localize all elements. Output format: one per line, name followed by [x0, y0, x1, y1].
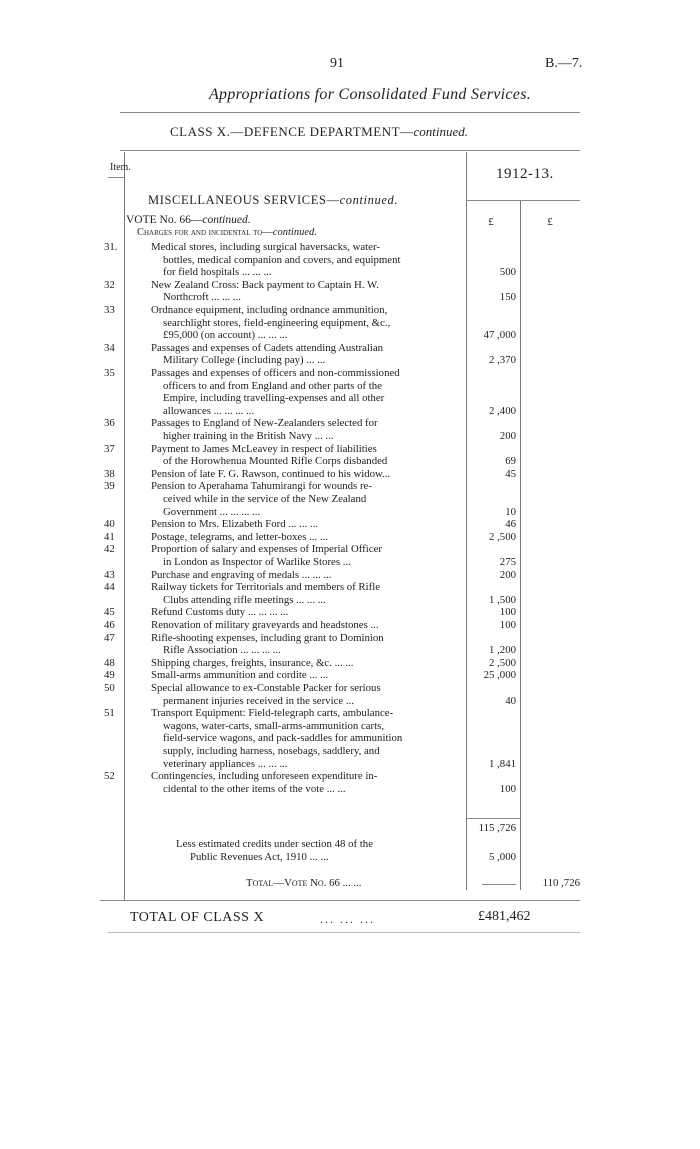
running-title: Appropriations for Consolidated Fund Services.: [208, 86, 532, 103]
item-description-line: Small-arms ammunition and cordite ... ...: [151, 669, 329, 682]
item-description-line: Empire, including travelling-expenses and all other: [163, 392, 385, 405]
item-description: [151, 518, 463, 531]
item-number: 40: [104, 518, 115, 531]
class-total-label: TOTAL OF CLASS X: [130, 910, 265, 925]
item-number: 48: [104, 656, 115, 669]
item-description: [151, 669, 463, 682]
item-description: [151, 543, 463, 568]
item-amount: 500: [499, 266, 516, 279]
item-amount: 25 ,000: [483, 669, 516, 682]
item-amount: 2 ,400: [489, 404, 516, 417]
item-description-line: for field hospitals ... ... ...: [163, 266, 272, 279]
item-amount: 200: [499, 568, 516, 581]
item-description-line: Military College (including pay) ... ...: [163, 354, 326, 367]
footer-rule: [108, 932, 580, 933]
item-description-line: wagons, water-carts, small-arms-ammunition carts,: [163, 719, 385, 732]
item-description-line: cidental to the other items of the vote ... ...: [163, 782, 346, 795]
item-description-line: Northcroft ... ... ...: [163, 291, 241, 304]
item-description: [151, 367, 463, 417]
charges-line-cont: continued.: [272, 227, 317, 238]
item-description-line: £95,000 (on account) ... ... ...: [163, 329, 288, 342]
year-rule: [466, 200, 580, 201]
item-number: 49: [104, 669, 115, 682]
charges-line: [137, 227, 317, 238]
item-description: [151, 241, 463, 279]
less-rule: [482, 884, 516, 885]
item-number: 34: [104, 341, 115, 354]
item-number: 32: [104, 278, 115, 291]
item-description-line: Clubs attending rifle meetings ... ... ...: [163, 593, 326, 606]
item-description-line: Pension to Mrs. Elizabeth Ford ... ... ...: [151, 518, 319, 531]
item-description-line: Proportion of salary and expenses of Imperial Officer: [151, 543, 382, 556]
item-description-line: Postage, telegrams, and letter-boxes ... ...: [151, 530, 328, 543]
year-heading: 1912-13.: [496, 166, 554, 182]
item-amount: 150: [499, 291, 516, 304]
item-description-line: bottles, medical companion and covers, and equipment: [163, 253, 401, 266]
item-amount: 100: [499, 606, 516, 619]
table-bottom-rule: [100, 900, 580, 901]
item-amount: 2 ,500: [489, 656, 516, 669]
item-number: 41: [104, 530, 115, 543]
item-amount: 45: [505, 467, 516, 480]
item-description: [151, 619, 463, 632]
item-description-line: Shipping charges, freights, insurance, &c. ... ...: [151, 656, 354, 669]
item-description-line: Rifle-shooting expenses, including grant to Dominion: [151, 631, 384, 644]
item-amount: 275: [499, 555, 516, 568]
item-amount: 40: [505, 694, 516, 707]
item-description-line: Transport Equipment: Field-telegraph carts, ambulance-: [151, 707, 394, 720]
item-description-line: Pension of late F. G. Rawson, continued to his widow...: [151, 467, 391, 480]
item-description-line: Railway tickets for Territorials and members of Rifle: [151, 581, 381, 594]
item-number: 50: [104, 682, 115, 694]
item-description-line: New Zealand Cross: Back payment to Captain H. W.: [151, 278, 379, 291]
item-description-line: in London as Inspector of Warlike Stores ...: [163, 555, 351, 568]
item-description: [151, 417, 463, 442]
less-credits-line-2: Public Revenues Act, 1910 ... ...: [190, 851, 329, 863]
item-number: 51: [104, 707, 115, 720]
item-number: 36: [104, 417, 115, 430]
item-description-line: Contingencies, including unforeseen expenditure in-: [151, 770, 378, 783]
item-description: [151, 632, 463, 657]
item-description: [151, 468, 463, 481]
item-amount: 46: [505, 518, 516, 531]
item-description-line: permanent injuries received in the service ...: [163, 694, 354, 707]
item-description: [151, 480, 463, 518]
item-amount: 10: [505, 505, 516, 518]
item-label-rule: [108, 177, 124, 178]
item-description-line: Renovation of military graveyards and headstones ...: [151, 619, 379, 631]
less-credits-amount: 5 ,000: [489, 851, 516, 863]
item-column-label: Item.: [110, 162, 131, 173]
item-number: 31.: [104, 241, 118, 253]
class-total-dots: ... ... ...: [320, 912, 375, 926]
class-total-amount: £481,462: [478, 909, 531, 924]
total-column-rule: [520, 200, 521, 890]
item-description: [151, 707, 463, 770]
vote-total-label: Total—Vote No. 66 ... ...: [246, 877, 362, 889]
item-description-line: searchlight stores, field-engineering equipment, &c.,: [163, 316, 391, 329]
subtotal-amount: 115 ,726: [478, 822, 516, 834]
charges-line-text: Charges for and incidental to—: [137, 227, 273, 238]
class-heading: [170, 124, 468, 140]
item-description-line: supply, including harness, nosebags, saddlery, and: [163, 744, 380, 757]
item-description: [151, 531, 463, 544]
item-description-line: Passages to England of New-Zealanders selected for: [151, 417, 378, 430]
currency-symbol-2: £: [547, 216, 553, 228]
item-description: [151, 581, 463, 606]
item-number: 42: [104, 543, 115, 556]
item-description-line: higher training in the British Navy ... ...: [163, 429, 334, 442]
item-description: [151, 606, 463, 619]
currency-symbol-1: £: [488, 216, 494, 228]
item-description: [151, 443, 463, 468]
item-amount: 69: [505, 455, 516, 468]
item-description-line: ceived while in the service of the New Zealand: [163, 492, 367, 505]
item-number: 35: [104, 367, 115, 379]
item-description-line: allowances ... ... ... ...: [163, 404, 255, 417]
item-amount: 100: [499, 619, 516, 631]
item-amount: 1 ,841: [489, 757, 516, 770]
page-number: 91: [330, 56, 344, 71]
item-description-line: Medical stores, including surgical haversacks, water-: [151, 241, 380, 253]
item-amount: 2 ,500: [489, 530, 516, 543]
item-number: 46: [104, 619, 115, 631]
subtotal-rule: [466, 818, 520, 819]
item-description-line: Ordnance equipment, including ordnance ammunition,: [151, 304, 388, 316]
item-number: 45: [104, 606, 115, 619]
item-amount: 2 ,370: [489, 354, 516, 367]
item-description-line: of the Horowhenua Mounted Rifle Corps disbanded: [163, 455, 388, 468]
vote-line-cont: continued.: [202, 214, 251, 226]
table-top-rule: [120, 150, 580, 151]
vote-total-amount: 110 ,726: [542, 877, 580, 889]
item-number: 52: [104, 770, 115, 783]
item-number: 47: [104, 631, 115, 644]
less-credits-line-1: Less estimated credits under section 48 of the: [176, 838, 373, 850]
item-description: [151, 342, 463, 367]
item-amount: 200: [499, 429, 516, 442]
item-description-line: Pension to Aperahama Tahumirangi for wounds re-: [151, 480, 372, 493]
item-description-line: Passages and expenses of Cadets attending Australian: [151, 341, 384, 354]
page-reference: B.—7.: [545, 56, 583, 71]
item-description-line: Special allowance to ex-Constable Packer for serious: [151, 682, 381, 694]
item-description-line: veterinary appliances ... ... ...: [163, 757, 288, 770]
item-description-line: officers to and from England and other parts of the: [163, 379, 382, 392]
item-number: 33: [104, 304, 115, 316]
header-rule: [120, 112, 580, 113]
item-amount: 1 ,200: [489, 644, 516, 657]
section-title-cont: continued.: [339, 193, 399, 207]
item-description: [151, 682, 463, 707]
item-amount: 47 ,000: [483, 329, 516, 342]
class-heading-text: CLASS X.—DEFENCE DEPARTMENT—: [170, 124, 414, 139]
item-amount: 100: [499, 782, 516, 795]
item-description-line: Refund Customs duty ... ... ... ...: [151, 606, 289, 619]
item-amount: 1 ,500: [489, 593, 516, 606]
item-description: [151, 279, 463, 304]
item-description-line: Government ... ... ... ...: [163, 505, 261, 518]
vote-line: [126, 214, 251, 226]
section-title: [148, 193, 398, 208]
section-title-text: MISCELLANEOUS SERVICES—: [148, 193, 340, 207]
item-number: 39: [104, 480, 115, 493]
item-description-line: field-service wagons, and pack-saddles for ammunition: [163, 732, 403, 745]
item-description: [151, 569, 463, 582]
class-heading-cont: continued.: [413, 124, 469, 139]
item-number: 38: [104, 467, 115, 480]
vote-line-text: VOTE No. 66—: [126, 214, 203, 226]
item-description: [151, 770, 463, 795]
item-description-line: Rifle Association ... ... ... ...: [163, 644, 281, 657]
item-description: [151, 304, 463, 342]
item-description-line: Payment to James McLeavey in respect of liabilities: [151, 442, 377, 455]
item-description: [151, 657, 463, 670]
item-number: 43: [104, 568, 115, 581]
item-description-line: Purchase and engraving of medals ... ... ...: [151, 568, 332, 581]
item-number: 37: [104, 442, 115, 455]
item-description-line: Passages and expenses of officers and non-commissioned: [151, 367, 400, 379]
item-number: 44: [104, 581, 115, 594]
